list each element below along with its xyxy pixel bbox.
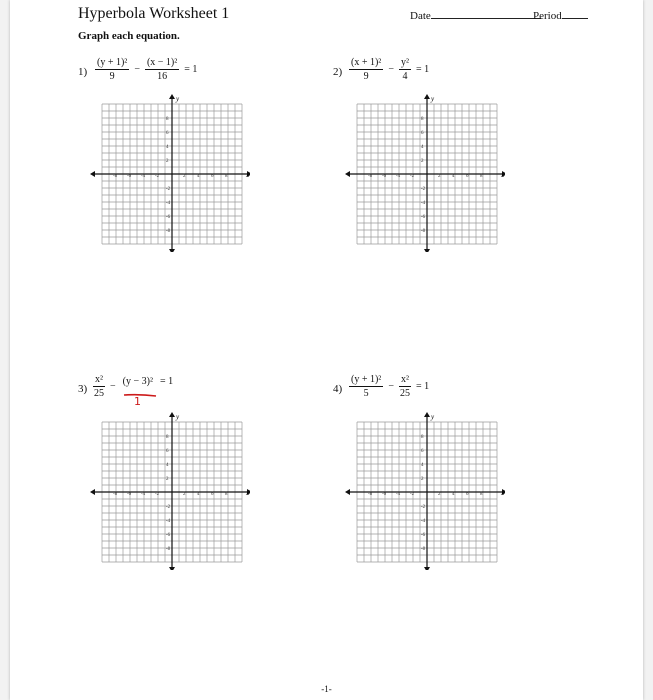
problem-4-rhs: = 1 (415, 381, 430, 392)
x-tick-label: -4 (396, 174, 401, 179)
y-tick-label: -4 (421, 519, 426, 524)
y-tick-label: -4 (166, 201, 171, 206)
y-tick-label: -2 (166, 187, 171, 192)
y-axis-arrow-down (169, 567, 175, 570)
x-axis-arrow-left (345, 489, 350, 495)
y-tick-label: 8 (166, 435, 169, 440)
problem-1-number: 1) (78, 66, 88, 78)
y-tick-label: -6 (166, 533, 171, 538)
page-number: -1- (321, 684, 332, 694)
page-title: Hyperbola Worksheet 1 (78, 5, 230, 22)
problem-2-term2-den: 4 (402, 71, 408, 82)
problem-1-term1-num: (y + 1)² (97, 57, 128, 68)
y-tick-label: 2 (166, 477, 169, 482)
problem-4-number: 4) (333, 383, 343, 395)
y-tick-label: 6 (166, 449, 169, 454)
x-tick-label: 2 (183, 492, 186, 497)
x-tick-label: 2 (183, 174, 186, 179)
y-axis-label: y (176, 95, 180, 103)
problem-3-term1-num: x² (95, 374, 103, 385)
x-tick-label: 4 (452, 492, 455, 497)
x-tick-label: 6 (466, 174, 469, 179)
y-tick-label: -2 (421, 187, 426, 192)
x-tick-label: 8 (225, 174, 228, 179)
x-tick-label: 6 (466, 492, 469, 497)
y-tick-label: -4 (166, 519, 171, 524)
x-tick-label: -8 (368, 492, 373, 497)
worksheet-page (10, 0, 643, 700)
y-tick-label: -6 (421, 533, 426, 538)
problem-3-term1-den: 25 (94, 388, 104, 399)
x-axis-label: x (246, 171, 250, 179)
problem-1-rhs: = 1 (184, 64, 198, 75)
y-tick-label: 8 (421, 435, 424, 440)
y-tick-label: -8 (166, 229, 171, 234)
x-tick-label: 8 (480, 174, 483, 179)
x-tick-label: -6 (382, 492, 387, 497)
y-axis-arrow-down (424, 249, 430, 252)
x-tick-label: -8 (113, 492, 118, 497)
x-tick-label: -4 (141, 174, 146, 179)
y-tick-label: -2 (421, 505, 426, 510)
x-tick-label: -4 (396, 492, 401, 497)
problem-1-equation (92, 57, 199, 82)
x-axis-label: x (246, 489, 250, 497)
problem-4-term1-num: (y + 1)² (351, 374, 382, 385)
y-tick-label: -6 (421, 215, 426, 220)
x-tick-label: 4 (197, 492, 200, 497)
y-tick-label: 2 (166, 159, 169, 164)
x-tick-label: 2 (438, 492, 441, 497)
problem-3-rhs: = 1 (159, 376, 174, 387)
instructions: Graph each equation. (78, 30, 180, 42)
y-axis-arrow-up (424, 412, 430, 417)
x-tick-label: -2 (410, 174, 415, 179)
y-axis-arrow-down (169, 249, 175, 252)
x-tick-label: 2 (438, 174, 441, 179)
y-tick-label: 6 (421, 449, 424, 454)
handwritten-denominator: 1 (134, 395, 141, 408)
y-tick-label: -2 (166, 505, 171, 510)
date-blank (431, 8, 541, 19)
date-label: Date (410, 10, 431, 22)
y-tick-label: -8 (166, 547, 171, 552)
y-axis-label: y (431, 95, 435, 103)
y-tick-label: 8 (421, 117, 424, 122)
x-tick-label: -2 (410, 492, 415, 497)
problem-4-op: − (388, 381, 394, 392)
graph-2-grid (335, 92, 505, 252)
y-tick-label: 6 (421, 131, 424, 136)
y-tick-label: 2 (421, 159, 424, 164)
problem-3-number: 3) (78, 383, 88, 395)
x-tick-label: -4 (141, 492, 146, 497)
y-axis-arrow-up (424, 94, 430, 99)
x-tick-label: 4 (197, 174, 200, 179)
x-tick-label: 6 (211, 492, 214, 497)
period-label: Period (533, 10, 562, 22)
x-tick-label: 8 (480, 492, 483, 497)
y-tick-label: -6 (166, 215, 171, 220)
x-tick-label: -2 (155, 174, 160, 179)
x-axis-label: x (501, 489, 505, 497)
problem-4-equation (346, 374, 431, 399)
problem-1-op: − (134, 64, 140, 75)
y-tick-label: -8 (421, 547, 426, 552)
y-axis-label: y (431, 413, 435, 421)
x-axis-arrow-left (345, 171, 350, 177)
x-tick-label: 4 (452, 174, 455, 179)
y-axis-arrow-down (424, 567, 430, 570)
problem-3-term2-num: (y − 3)² (122, 375, 153, 387)
graph-3-grid (80, 410, 250, 570)
x-axis-arrow-left (90, 171, 95, 177)
x-tick-label: -6 (382, 174, 387, 179)
problem-2-term1-den: 9 (363, 71, 369, 82)
period-field (533, 8, 588, 22)
x-tick-label: -8 (368, 174, 373, 179)
y-tick-label: 6 (166, 131, 169, 136)
problem-1-term1-den: 9 (109, 71, 115, 82)
y-tick-label: 2 (421, 477, 424, 482)
x-tick-label: -6 (127, 174, 132, 179)
y-tick-label: -4 (421, 201, 426, 206)
problem-1-term2-den: 16 (157, 71, 168, 82)
y-tick-label: 4 (421, 145, 424, 150)
y-tick-label: 4 (421, 463, 424, 468)
x-tick-label: 6 (211, 174, 214, 179)
x-axis-label: x (501, 171, 505, 179)
y-tick-label: -8 (421, 229, 426, 234)
x-tick-label: 8 (225, 492, 228, 497)
graph-4-grid (335, 410, 505, 570)
problem-4-term1-den: 5 (363, 388, 369, 399)
x-tick-label: -8 (113, 174, 118, 179)
problem-2-term1-num: (x + 1)² (351, 57, 382, 68)
x-axis-arrow-left (90, 489, 95, 495)
period-blank (562, 8, 588, 19)
y-axis-label: y (176, 413, 180, 421)
problem-2-number: 2) (333, 66, 343, 78)
x-tick-label: -6 (127, 492, 132, 497)
x-tick-label: -2 (155, 492, 160, 497)
handwritten-fraction-bar (122, 392, 162, 412)
problem-2-equation (346, 57, 431, 82)
y-tick-label: 4 (166, 145, 169, 150)
date-field (410, 8, 541, 22)
problem-4-term2-num: x² (400, 374, 409, 385)
problem-1-term2-num: (x − 1)² (146, 57, 178, 68)
problem-2-op: − (388, 64, 394, 75)
problem-2-term2-num: y² (400, 57, 409, 68)
problem-3-op: − (110, 381, 116, 392)
y-tick-label: 4 (166, 463, 169, 468)
problem-4-term2-den: 25 (399, 388, 410, 399)
y-axis-arrow-up (169, 94, 175, 99)
y-axis-arrow-up (169, 412, 175, 417)
problem-2-rhs: = 1 (415, 64, 430, 75)
graph-1-grid (80, 92, 250, 252)
y-tick-label: 8 (166, 117, 169, 122)
